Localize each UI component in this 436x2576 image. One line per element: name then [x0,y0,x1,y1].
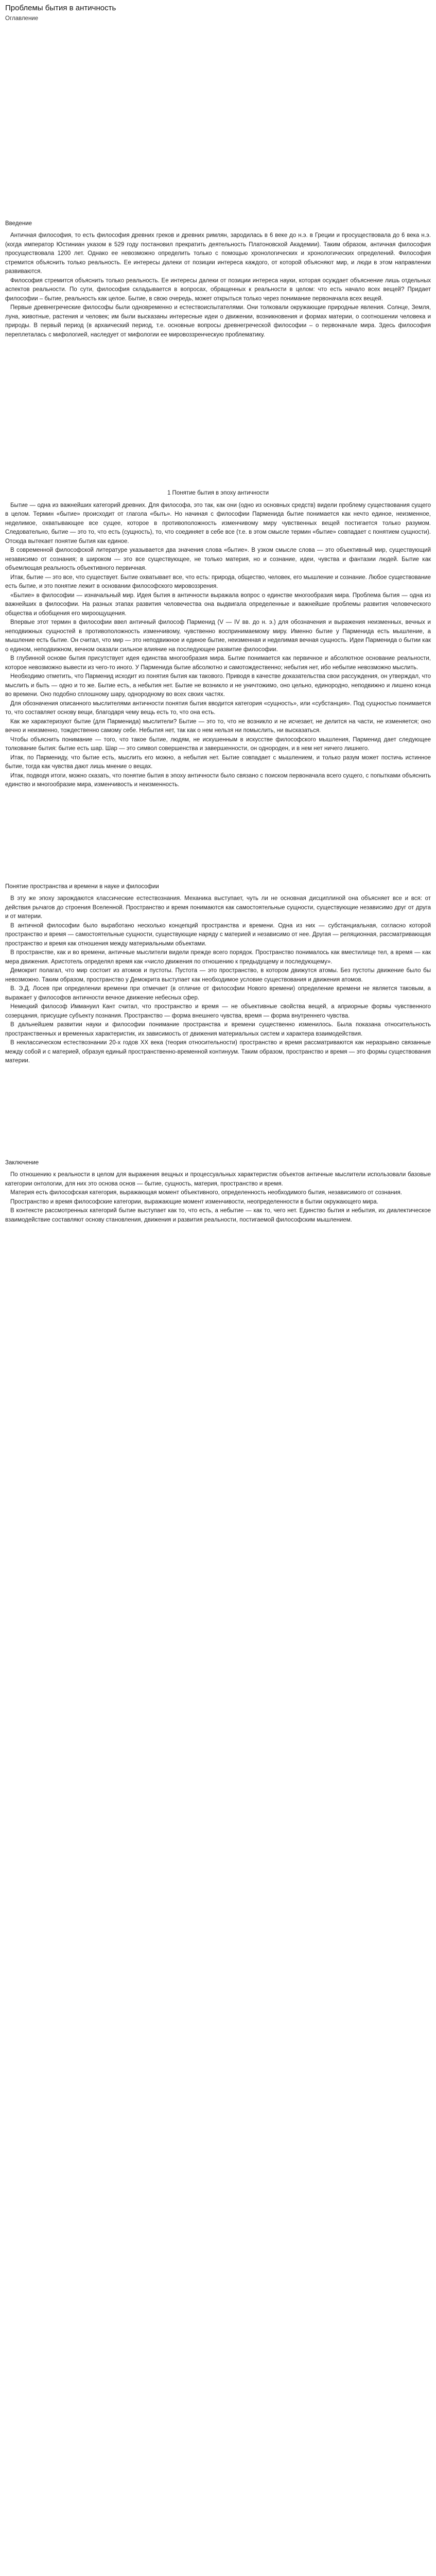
toc-label: Оглавление [5,15,39,22]
section1-paragraph: Необходимо отметить, что Парменид исходит из понятия бытия как такового. Приводя в качестве доказательства свои рассуждения, он утверждал, что мыслить и быть — одно и то же. Бытие есть, а небытия нет. Бытие не возникло и не уничтожимо, оно цельно, единородно, неподвижно и лишено конца во времени. Оно подобно сплошному шару, однородному во всех своих частях. [5,673,431,698]
section2-paragraph: В эту же эпоху зарождаются классические естествознания. Механика выступает, чуть ли не основная дисциплиной она объясняет все и вся: от действия рычагов до строения Вселенной. Пространство и время понимаются как самостоятельные сущности, существующие независимо друг от друга и от материи. [5,895,431,920]
conclusion-section [5,1159,431,1225]
spacer [5,790,431,883]
section-space-time [5,883,431,1066]
section2-paragraph: Демокрит полагал, что мир состоит из атомов и пустоты. Пустота — это пространство, в котором движутся атомы. Без пустоты движение было бы невозможно. Таким образом, пространство у Демокрита выступает как необходимое условие существования и движения атомов. [5,968,431,983]
section1-paragraph: В современной философской литературе указывается два значения слова «бытие». В узком смысле слова — это объективный мир, существующий независимо от сознания; в широком — это все существующее, не только материя, но и сознание, идеи, чувства и фантазии людей. Бытие как объемлющая реальность объективного первичная. [5,547,431,571]
intro-section [5,219,431,340]
intro-paragraph: Философия стремится объяснить только реальность. Ее интересы далеки от позиции интереса науки, которая осуждает объяснение лишь отдельных аспектов реальности. По сути, философия складывается в вопросах, обращенных к реальности в целом: что есть начало всех вещей? Придает философии – бытие, реальность как целое. Бытие, в свою очередь, может открыться только через понимание первоначала всех вещей. [5,277,431,302]
section2-paragraph: В неклассическом естествознании 20-х годов XX века (теория относительности) пространство и время рассматриваются как неразрывно связанные между собой и с материей, образуя единый пространственно-временной континуум. Таким образом, пространство и время — это формы существования материи. [5,1040,431,1064]
intro-heading: Введение [5,220,32,227]
section2-paragraph: В пространстве, как и во времени, античные мыслители видели прежде всего порядок. Пространство понималось как вместилище тел, а время — как мера движения. Аристотель определял время как «число движения по отношению к предыдущему и последующему». [5,950,431,965]
section1-paragraph: «Бытие» в философии — изначальный мир. Идея бытия в античности выражала вопрос о единстве многообразия мира. Проблема бытия — одна из важнейших в философии. На разных этапах развития человечества она выдвигала определенные и важнейшие проблемы развития человеческого общества и обобщения его мироощущения. [5,592,431,617]
section1-paragraph: Итак, по Пармениду, что бытие есть, мыслить его можно, а небытия нет. Бытие совпадает с мышлением, и только разум может постичь истинное бытие, тогда как чувства дают лишь мнение о вещах. [5,754,431,770]
conclusion-paragraph: Материя есть философская категория, выражающая момент объективного, определенность необходимого бытия, независимого от сознания. [10,1190,403,1196]
section1-paragraph: Итак, бытие — это все, что существует. Бытие охватывает все, что есть: природа, общество, человек, его мышление и сознание. Любое существование есть бытие, и это понятие лежит в основании философского мировоззрения. [5,574,431,589]
spacer [5,340,431,468]
intro-paragraph: Первые древнегреческие философы были одновременно и естествоиспытателями. Они толковали окружающие природные явления. Солнце, Земля, луна, животные, растения и человек; им были высказаны интересные идеи о движении, возникновения и формах материи, о соотношении человека и природы. В первый период (в архаический период, т.е. основные вопросы древнегреческой философии – о первоначале мира. Здесь философия переплеталась с мифологией, наследует от мифологии ее мировоззренческую проблематику. [5,304,431,338]
section1-paragraph: Для обозначения описанного мыслителями античности понятия бытия вводится категория «сущность», или «субстанция». Под сущностью понимается то, что составляет основу вещи, благодаря чему вещь есть то, что она есть. [5,700,431,716]
intro-paragraph: Античная философия, то есть философия древних греков и древних римлян, зародилась в 6 веке до н.э. в Греции и просуществовала до 6 века н.э. (когда император Юстиниан указом в 529 году постановил прекратить деятельность Платоновской Академии). Таким образом, античная философия просуществовала 1200 лет. Однако ее невозможно определить только с помощью хронологических и хронологических определений. Философия стремится объяснить только реальность. Ее интересы далеки от позиции интереса каждого, от которой объясняют мир, и люди в этом направлении развиваются. [5,232,431,275]
document-title: Проблемы бытия в античность [5,4,116,12]
section1-paragraph: Бытие — одна из важнейших категорий древних. Для философа, это так, как они (одно из основных средств) видели проблему существования сущего в целом. Термин «бытие» происходит от глагола «быть». Но начиная с философии Парменида бытие понимается как нечто единое, неизменное, неделимое, охватывающее все сущее, которое в противоположность изменчивому миру чувственных вещей постигается только разумом. Следовательно, бытие — это то, что есть (сущность), то, что соединяет в себе все (т.е. в этом смысле термин «бытие» совпадает с понятием сущности). Отсюда вытекает понятие бытия как единое. [5,502,431,545]
conclusion-paragraph: По отношению к реальности в целом для выражения вещных и процессуальных характеристик объектов античные мыслители использовали базовые категории онтологии, для них это основа основ — бытие, сущность, материя, пространство и время. [5,1172,431,1187]
spacer [5,1066,431,1159]
section2-heading: Понятие пространства и времени в науке и философии [5,883,159,890]
section1-paragraph: В глубинной основе бытия присутствует идея единства многообразия мира. Бытие понимается как первичное и абсолютное основание реальности, которое невозможно вывести из чего-то иного. У Парменида бытие абсолютно и самотождественно; небытия нет, ибо небытие невозможно мыслить. [5,655,431,671]
section1-paragraph: Впервые этот термин в философии ввел античный философ Парменид (V — IV вв. до н. э.) для обозначения и выражения неизменных, вечных и неподвижных сущностей в противоположность изменчивому, чувственно воспринимаемому миру. Именно бытие у Парменида есть мышление, а мышление есть бытие. Он считал, что мир — это неподвижное и единое бытие, неизменная и неделимая вечная сущность. Идеи Парменида о бытии как о едином, неподвижном, вечном оказали сильное влияние на последующее развитие философии. [5,619,431,653]
section-being [5,489,431,790]
section1-paragraph: Итак, подводя итоги, можно сказать, что понятие бытия в эпоху античности было связано с поиском первоначала всего сущего, с попытками объяснить единство и многообразие мира, изменчивость и неизменность. [5,772,431,788]
section2-paragraph: В дальнейшем развитии науки и философии понимание пространства и времени существенно изменилось. Была показана относительность пространственных и временных характеристик, их зависимость от движения материальных систем и характера взаимодействия. [5,1022,431,1037]
section1-paragraph: Чтобы объяснить понимание — того, что такое бытие, людям, не искушенным в искусстве философского мышления, Парменид дает следующее толкование бытия: бытие есть шар. Шар — это символ совершенства и завершенности, он однороден, и в нем нет ничего лишнего. [5,736,431,752]
conclusion-paragraph: В контексте рассмотренных категорий бытие выступает как то, что есть, а небытие — как то, чего нет. Единство бытия и небытия, их диалектическое взаимодействие составляют основу становления, движения и развития реальности, постигаемой философским мышлением. [5,1208,431,1223]
document-page [0,0,436,1240]
section2-paragraph: Немецкий философ Иммануил Кант считал, что пространство и время — не объективные свойства вещей, а априорные формы чувственного созерцания, присущие субъекту познания. Пространство — форма внешнего чувства, время — форма внутреннего чувства. [5,1004,431,1019]
section1-paragraph: Как же характеризуют бытие (для Парменида) мыслители? Бытие — это то, что не возникло и не исчезает, не делится на части, не изменяется; оно вечно и неизменно, тождественно самому себе. Небытия нет, так как о нем нельзя ни помыслить, ни высказаться. [5,718,431,734]
section2-paragraph: В. Э.Д. Лосев при определении времени при отмечает (в отличие от философии Нового времени) определение времени не является таковым, а выражает у философов античности вечное движение небесных сфер. [5,986,431,1001]
conclusion-heading: Заключение [5,1159,39,1166]
section2-paragraph: В античной философии было выработано несколько концепций пространства и времени. Одна из них — субстанциальная, согласно которой пространство и время — самостоятельные сущности, существующие наряду с материей и независимо от нее. Другая — реляционная, рассматривающая пространство и время как отношения между материальными объектами. [5,922,431,947]
section1-heading: 1 Понятие бытия в эпоху античности [167,490,269,496]
conclusion-paragraph: Пространство и время философские категории, выражающие момент изменчивости, неопределенности в бытии окружающего мира. [10,1198,378,1205]
